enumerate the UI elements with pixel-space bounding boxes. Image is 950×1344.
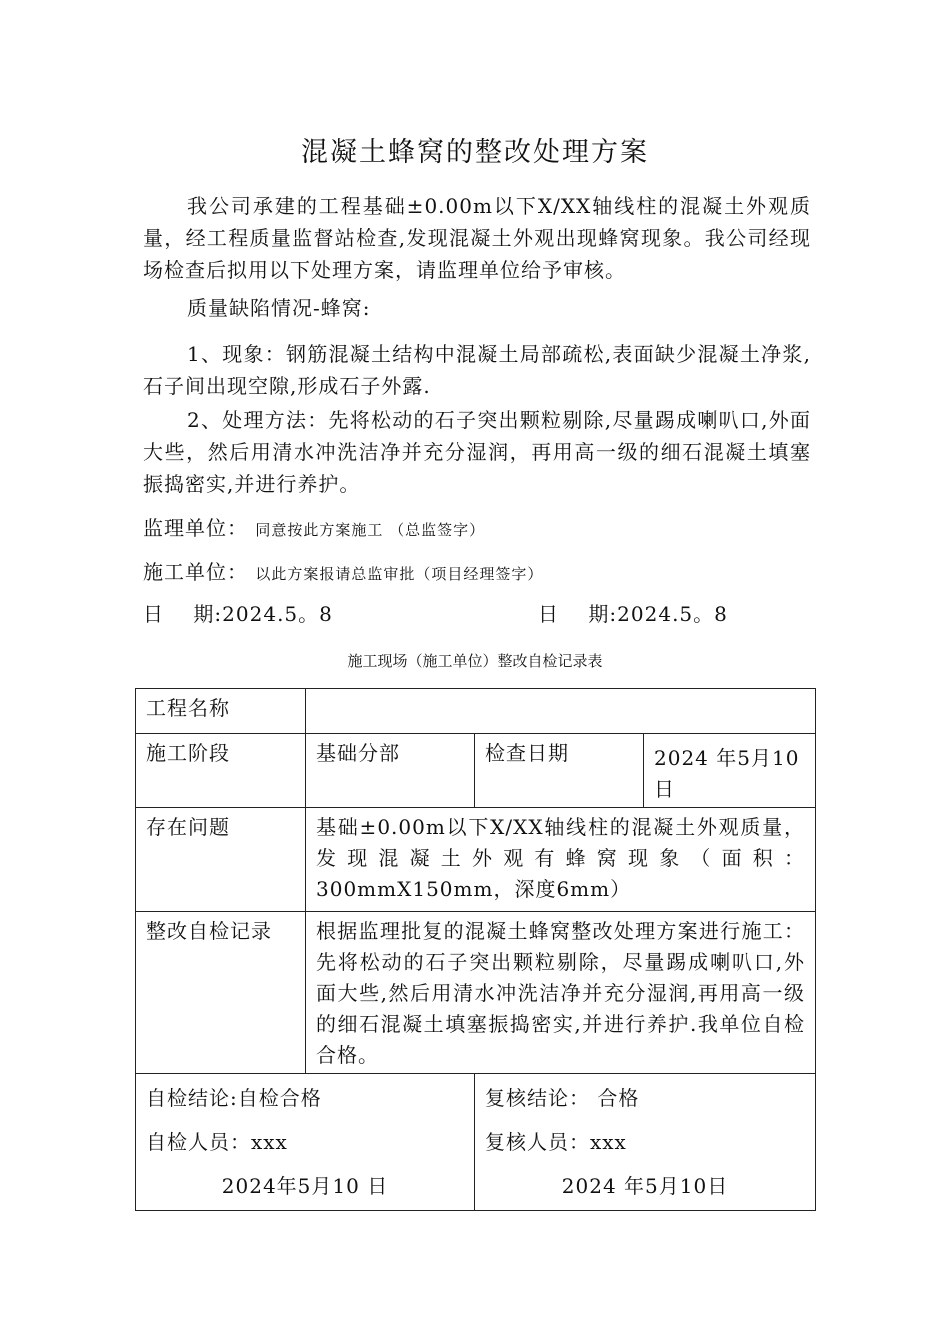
table-row: [136, 734, 816, 808]
table-title: 施工现场（施工单位）整改自检记录表: [347, 652, 603, 670]
self-person: 自检人员：xxx: [146, 1130, 288, 1154]
project-name-label: 工程名称: [136, 689, 306, 734]
contractor-value: 以此方案报请总监审批（项目经理签字）: [255, 565, 544, 583]
record-value: 根据监理批复的混凝土蜂窝整改处理方案进行施工：先将松动的石子突出颗粒剔除，尽量踢成喇叭口,外面大些,然后用清水冲洗洁净并充分湿润,再用高一级的细石混凝土填塞振捣密实,并进行养护.我单位自检合格。: [306, 912, 816, 1074]
review-cell: [475, 1074, 816, 1211]
stage-label: 施工阶段: [136, 734, 306, 808]
document-title: 混凝土蜂窝的整改处理方案: [301, 137, 649, 168]
issue-label: 存在问题: [136, 808, 306, 912]
supervisor-value: 同意按此方案施工 （总监签字）: [255, 521, 486, 539]
defect-heading: 质量缺陷情况-蜂窝:: [187, 296, 371, 320]
issue-value: 基础±0.00m以下X/XX轴线柱的混凝土外观质量，发现混凝土外观有蜂窝现象（面积：300mmX150mm，深度6mm）: [306, 808, 816, 912]
table-row: [136, 1074, 816, 1211]
treatment-paragraph: 2、处理方法：先将松动的石子突出颗粒剔除,尽量踢成喇叭口,外面大些，然后用清水冲洗洁净并充分湿润，再用高一级的细石混凝土填塞振捣密实,并进行养护。: [143, 408, 811, 496]
date-right: 日 期:2024.5。8: [538, 602, 728, 626]
table-row: [136, 912, 816, 1074]
date-left: 日 期:2024.5。8: [143, 602, 333, 626]
record-label: 整改自检记录: [136, 912, 306, 1074]
intro-paragraph: 我公司承建的工程基础±0.00m以下X/XX轴线柱的混凝土外观质量，经工程质量监督站检查,发现混凝土外观出现蜂窝现象。我公司经现场检查后拟用以下处理方案，请监理单位给予审核。: [143, 194, 811, 282]
supervisor-label: 监理单位：: [143, 516, 248, 540]
table-row: [136, 689, 816, 734]
project-name-value: [306, 689, 816, 734]
review-person: 复核人员：xxx: [485, 1130, 627, 1154]
inspection-record-table: [135, 688, 816, 1211]
self-conclusion: 自检结论:自检合格: [146, 1086, 322, 1110]
review-conclusion: 复核结论： 合格: [485, 1086, 640, 1110]
contractor-line: [143, 556, 543, 590]
self-date: 2024年5月10 日: [221, 1174, 389, 1198]
phenomenon-paragraph: 1、现象：钢筋混凝土结构中混凝土局部疏松,表面缺少混凝土净浆,石子间出现空隙,形成石子外露.: [143, 342, 811, 398]
table-row: [136, 808, 816, 912]
check-date-value: 2024 年5月10日: [644, 734, 816, 808]
review-date: 2024 年5月10日: [561, 1174, 729, 1198]
supervisor-line: [143, 512, 485, 546]
stage-value: 基础分部: [306, 734, 475, 808]
contractor-label: 施工单位：: [143, 560, 248, 584]
check-date-label: 检查日期: [475, 734, 644, 808]
self-check-cell: [136, 1074, 475, 1211]
